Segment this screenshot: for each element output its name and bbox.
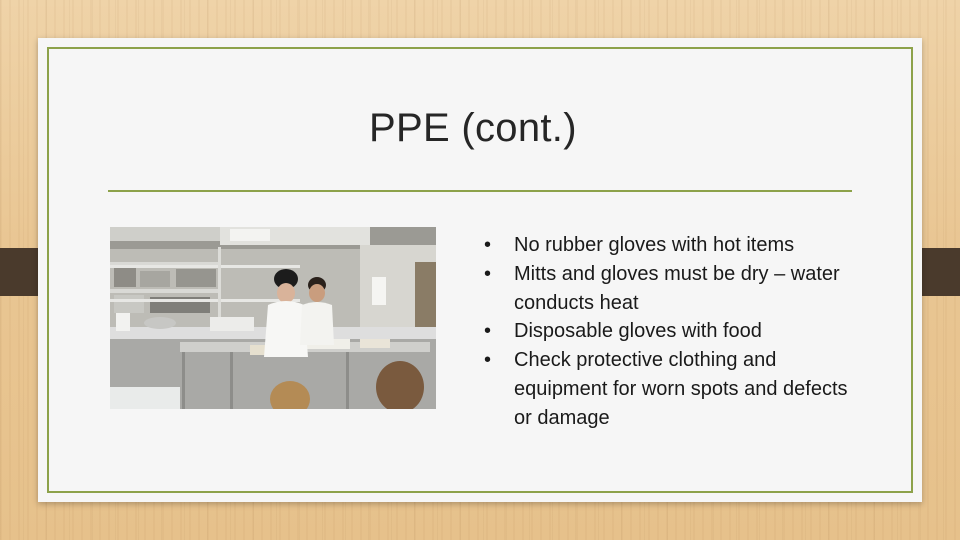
bullet-item: • Disposable gloves with food: [478, 317, 868, 346]
bullet-item: • Check protective clothing and equipment for worn spots and defects or damage: [478, 346, 868, 432]
bullet-list: [478, 231, 868, 433]
slide-title: PPE (cont.): [369, 106, 577, 150]
bullet-item: • No rubber gloves with hot items: [478, 231, 868, 260]
bullet-item: • Mitts and gloves must be dry – water conducts heat: [478, 260, 868, 318]
kitchen-photo: [110, 227, 436, 409]
slide-card: [38, 38, 922, 502]
title-divider: [108, 190, 852, 192]
